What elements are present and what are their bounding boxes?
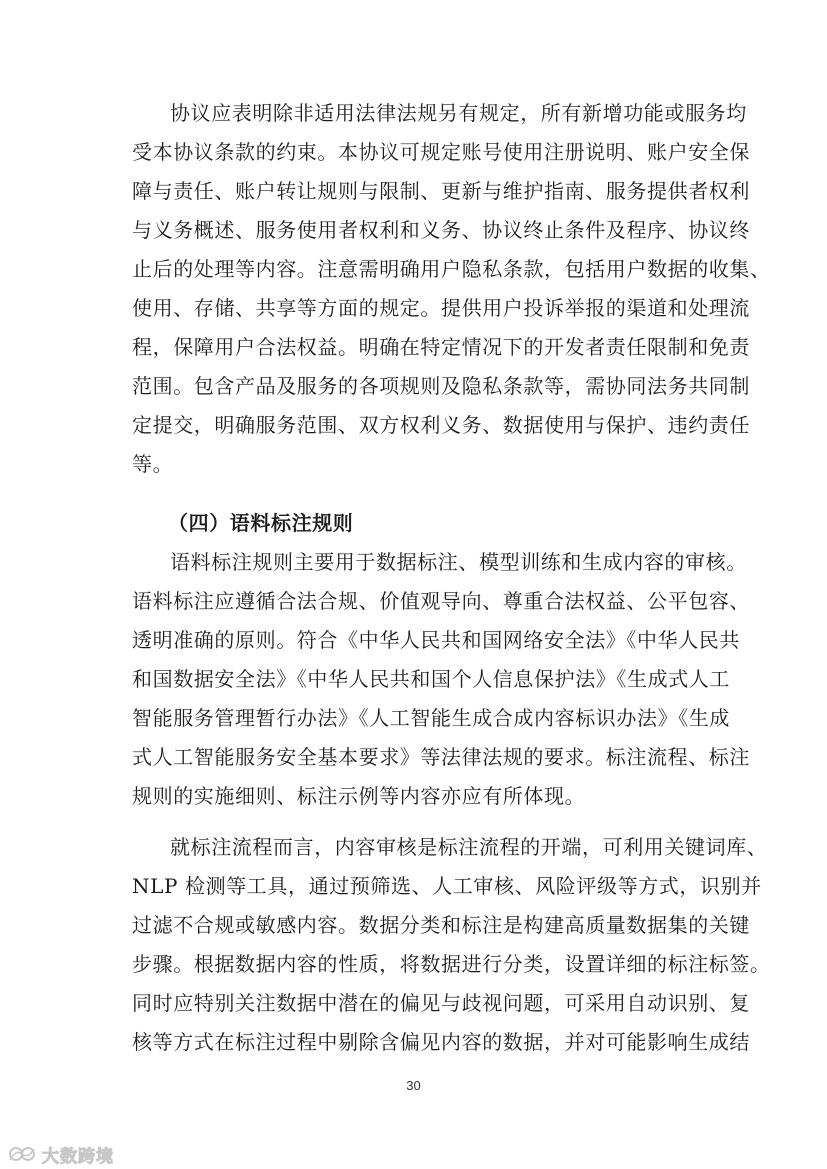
paragraph-line: 止后的处理等内容。注意需明确用户隐私条款，包括用户数据的收集、 [132, 257, 771, 281]
paragraph-line: 语料标注规则主要用于数据标注、模型训练和生成内容的审核。 [170, 550, 747, 574]
page-number: 30 [406, 1078, 421, 1093]
brand-logo-icon [8, 1145, 38, 1163]
paragraph-line: 障与责任、账户转让规则与限制、更新与维护指南、服务提供者权利 [132, 179, 750, 203]
watermark-text: 大数跨境 [42, 1146, 114, 1167]
paragraph-line: 与义务概述、服务使用者权利和义务、协议终止条件及程序、协议终 [132, 218, 750, 242]
paragraph-line: NLP 检测等工具，通过预筛选、人工审核、风险评级等方式，识别并 [132, 874, 762, 898]
section-heading: （四）语料标注规则 [168, 511, 354, 535]
paragraph-line: 步骤。根据数据内容的性质，将数据进行分类，设置详细的标注标签。 [132, 952, 771, 976]
paragraph-line: 过滤不合规或敏感内容。数据分类和标注是构建高质量数据集的关键 [132, 913, 750, 937]
paragraph-line: 范围。包含产品及服务的各项规则及隐私条款等，需协同法务共同制 [132, 374, 750, 398]
paragraph-line: 定提交，明确服务范围、双方权利义务、数据使用与保护、违约责任 [132, 413, 750, 437]
paragraph-line: 规则的实施细则、标注示例等内容亦应有所体现。 [132, 784, 586, 808]
paragraph-line: 和国数据安全法》《中华人民共和国个人信息保护法》《生成式人工 [132, 667, 730, 691]
paragraph-line: 等。 [132, 452, 174, 476]
paragraph-line: 式人工智能服务安全基本要求》等法律法规的要求。标注流程、标注 [132, 745, 750, 769]
paragraph-line: 程，保障用户合法权益。明确在特定情况下的开发者责任限制和免责 [132, 335, 750, 359]
paragraph-line: 语料标注应遵循合法合规、价值观导向、尊重合法权益、公平包容、 [132, 589, 750, 613]
paragraph-line: 透明准确的原则。符合《中华人民共和国网络安全法》《中华人民共 [132, 628, 740, 652]
paragraph-line: 智能服务管理暂行办法》《人工智能生成合成内容标识办法》《生成 [132, 706, 730, 730]
paragraph-line: 同时应特别关注数据中潜在的偏见与歧视问题，可采用自动识别、复 [132, 991, 750, 1015]
watermark [8, 1142, 114, 1166]
paragraph-line: 受本协议条款的约束。本协议可规定账号使用注册说明、账户安全保 [132, 140, 750, 164]
paragraph-line: 协议应表明除非适用法律法规另有规定，所有新增功能或服务均 [170, 101, 747, 125]
paragraph-line: 就标注流程而言，内容审核是标注流程的开端，可利用关键词库、 [170, 835, 768, 859]
paragraph-line: 使用、存储、共享等方面的规定。提供用户投诉举报的渠道和处理流 [132, 296, 750, 320]
paragraph-line: 核等方式在标注过程中剔除含偏见内容的数据，并对可能影响生成结 [132, 1030, 750, 1054]
